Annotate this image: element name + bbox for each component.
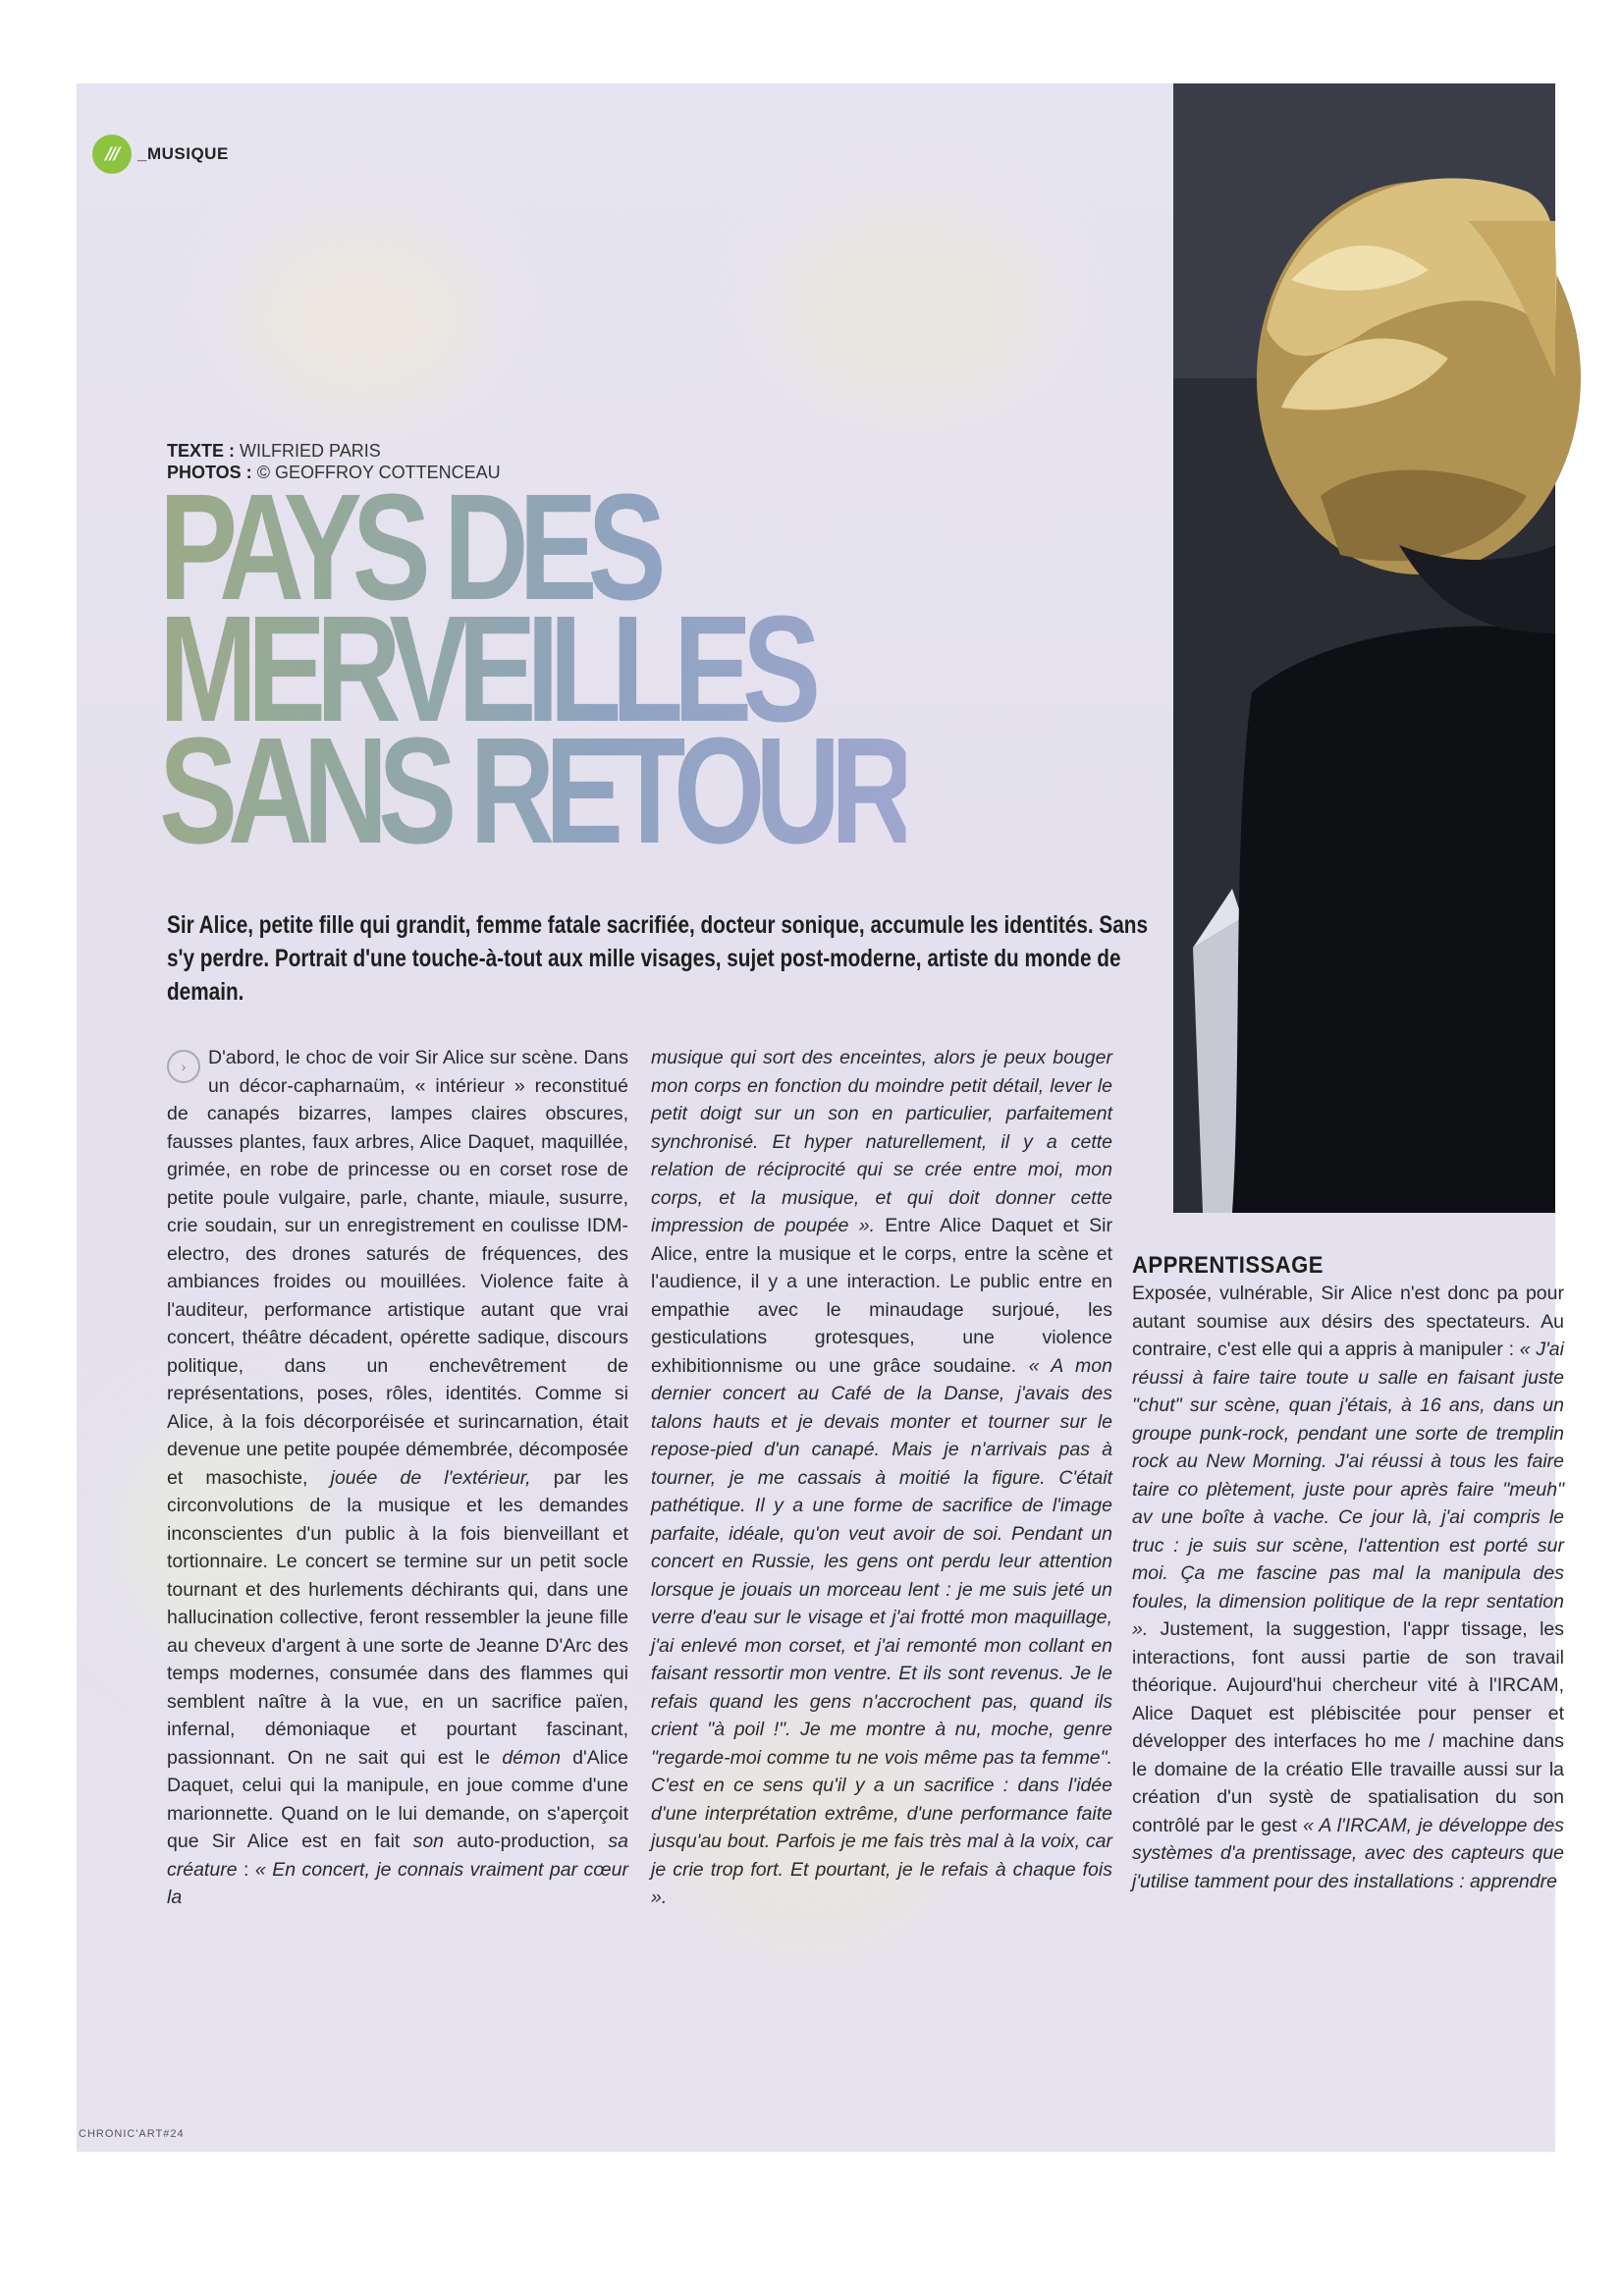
- portrait-photo-illustration: [1173, 83, 1555, 1213]
- quote-text: musique qui sort des enceintes, alors je peux bouger mon corps en fonction du moindre petit détail, lever le petit doigt sur un son en particulier, parfaitement synchronisé. Et hyper naturellement, il y a cette relation de réciprocité qui se crée entre moi, mon corps, et la musique, et qui doit donner cette impression de poupée ».: [651, 1047, 1112, 1236]
- body-italic: jouée de l'extérieur,: [330, 1466, 531, 1489]
- magazine-logo-icon: ///: [92, 135, 132, 174]
- body-text: :: [243, 1858, 249, 1881]
- text-credit-label: TEXTE :: [167, 441, 236, 461]
- body-italic: démon: [502, 1746, 561, 1769]
- section-label: _MUSIQUE: [137, 144, 229, 163]
- body-text: Entre Alice Daquet et Sir Alice, entre la musique et le corps, entre la scène et l'audience, il y a une interaction. Le public entre en empathie avec le minaudage surjoué, les gesticulations grotesques, une violence exhibitionnisme ou une grâce soudaine.: [651, 1215, 1113, 1377]
- standfirst: Sir Alice, petite fille qui grandit, femme fatale sacrifiée, docteur sonique, accumule les identités. Sans s'y perdre. Portrait d'une touche-à-tout aux mille visages, sujet post-moderne, artiste du monde de demain.: [167, 911, 1148, 1006]
- page-footer: CHRONIC'ART#24: [79, 2128, 185, 2140]
- subheading: APPRENTISSAGE: [1132, 1252, 1324, 1279]
- quote-text: « A mon dernier concert au Café de la Danse, j'avais des talons hauts et je devais monter et tourner sur le repose-pied d'un canapé. Mais je n'arrivais pas à tourner, je me cassais à moitié la figure. C'était pathétique. Il y a une forme de sacrifice de l'image parfaite, idéale, qu'on veut avoir de soi. Pendant un concert en Russie, les gens ont perdu leur attention lorsque je jouais un morceau lent : je me suis jeté un verre d'eau sur le visage et j'ai frotté mon maquillage, j'ai enlevé mon corset, et j'ai remonté mon collant en faisant ressortir mon ventre. Et ils sont revenus. Je le refais quand les gens n'accrochent pas, quand ils crient "à poil !". Je me montre à nu, moche, genre "regarde-moi comme tu ne vois même pas ta femme". C'est en ce sens qu'il y a un sacrifice : dans l'idée d'une interprétation extrême, d'une performance faite jusqu'au bout. Parfois je me fais très mal à la voix, car je crie trop fort. Et pourtant, je le refais à chaque fois ».: [651, 1354, 1112, 1908]
- body-text: D'abord, le choc de voir Sir Alice sur scène. Dans un décor-capharnaüm, « intérieur » reconstitué de canapés bizarres, lampes claires obscures, fausses plantes, faux arbres, Alice Daquet, maquillée, grimée, en robe de princesse ou en corset rose de petite poule vulgaire, parle, chante, miaule, susurre, crie soudain, sur un enregistrement en coulisse IDM-electro, des drones saturés de fréquences, des ambiances froides ou mouillées. Violence faite à l'auditeur, performance artistique autant que vrai concert, théâtre décadent, opérette sadique, discours politique, dans un enchevêtrement de représentations, poses, rôles, identités. Comme si Alice, à la fois décorporéisée et surincarnation, était devenue une petite poupée démembrée, décomposée et masochiste,: [167, 1047, 628, 1489]
- text-credit-author: WILFRIED PARIS: [240, 441, 381, 461]
- headline-line-3: SANS RETOUR: [159, 706, 906, 875]
- headline-line-2: MERVEILLES: [159, 584, 811, 753]
- headline-line-1: PAYS DES: [159, 463, 657, 631]
- section-header: [92, 135, 229, 174]
- body-italic: sa créature: [167, 1831, 628, 1881]
- magazine-page: [77, 83, 1564, 2152]
- start-marker-icon: ›: [167, 1050, 200, 1083]
- article-column-3: [1132, 1280, 1564, 1895]
- body-text: d'Alice Daquet, celui qui la manipule, en joue comme d'une marionnette. Quand on le lui demande, on s'aperçoit que Sir Alice est en fait: [167, 1746, 629, 1852]
- body-text: Justement, la suggestion, l'appr tissage, les interactions, font aussi partie de son travail théorique. Aujourd'hui chercheur vité à l'IRCAM, Alice Daquet est plébiscitée pour penser et développer des interfaces ho me / machine dans le domaine de la créatio Elle travaille aussi sur la création d'un systè de spatialisation du son contrôlé par le gest: [1132, 1618, 1564, 1836]
- photo-credit-label: PHOTOS :: [167, 463, 252, 482]
- body-italic: son: [412, 1831, 445, 1852]
- body-text: auto-production,: [457, 1831, 596, 1852]
- quote-text: « A l'IRCAM, je développe des systèmes d'a prentissage, avec des capteurs que j'utilise tamment pour des installations : apprendre: [1132, 1814, 1564, 1892]
- quote-text: « J'ai réussi à faire taire toute u salle en faisant juste "chut" sur scène, quan j'étais, à 16 ans, dans un groupe punk-rock, pendant une sorte de tremplin rock au New Morning. J'ai réussi à tous les faire taire co plètement, juste pour après faire "meuh" av une boîte à vache. Ce jour là, j'ai compris le truc : je suis sur scène, l'attention est porté sur moi. Ça me fascine pas mal la manipula des foules, la dimension politique de la repr sentation ».: [1132, 1339, 1564, 1640]
- body-text: par les circonvolutions de la musique et les demandes inconscientes d'un public à la fois bienveillant et tortionnaire. Le concert se termine sur un petit socle tournant et des hurlements déchirants qui, dans une hallucination collective, feront ressembler la jeune fille au cheveux d'argent à une sorte de Jeanne D'Arc des temps modernes, consumée dans des flammes qui semblent naître à la vue, en un sacrifice païen, infernal, démoniaque et pourtant fascinant, passionnant. On ne sait qui est le: [167, 1466, 628, 1769]
- body-text: Exposée, vulnérable, Sir Alice n'est donc pa pour autant soumise aux désirs des spectateurs. Au contraire, c'est elle qui a appris à manipuler :: [1132, 1283, 1564, 1360]
- photo-credit-author: © GEOFFROY COTTENCEAU: [256, 463, 501, 482]
- background-tint: [764, 201, 1058, 417]
- background-tint: [234, 221, 489, 417]
- article-column-2: [651, 1044, 1112, 1912]
- article-column-1: [167, 1044, 628, 1912]
- quote-text: « En concert, je connais vraiment par cœur la: [167, 1858, 629, 1908]
- portrait-photo: [1173, 83, 1555, 1213]
